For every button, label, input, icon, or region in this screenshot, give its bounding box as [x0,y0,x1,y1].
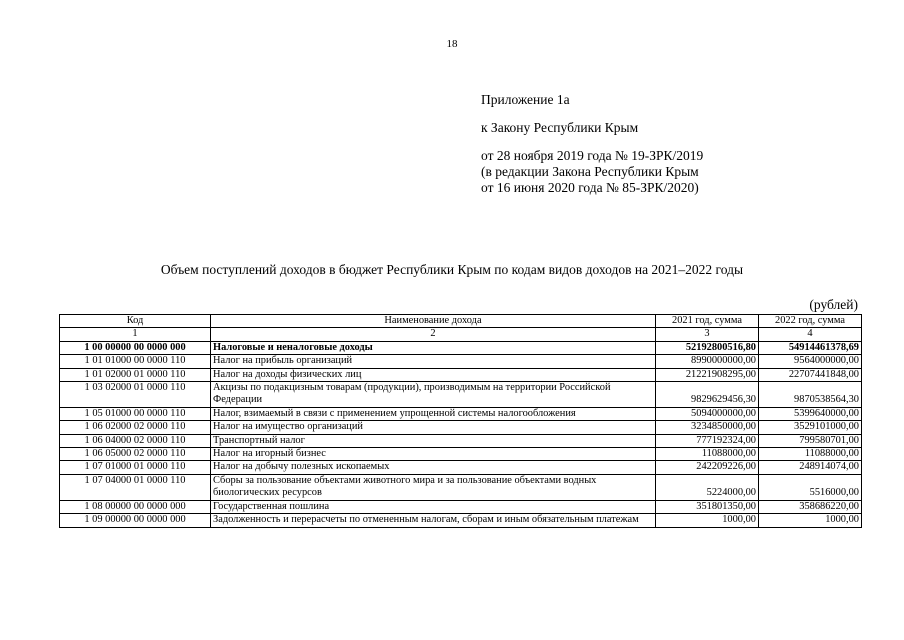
table-row [60,341,862,354]
row-amount-2021: 21221908295,00 [656,368,759,381]
table-header-row [60,315,862,328]
appendix-line-3: от 28 ноября 2019 года № 19-ЗРК/2019 [481,148,704,163]
table-row [60,474,862,500]
row-name: Налоговые и неналоговые доходы [211,341,656,354]
table-row [60,500,862,513]
row-name: Налог на прибыль организаций [211,355,656,368]
row-amount-2021: 5094000000,00 [656,407,759,420]
header-name: Наименование дохода [211,315,656,328]
row-amount-2022: 358686220,00 [759,500,862,513]
row-code: 1 06 02000 02 0000 110 [60,421,211,434]
row-name: Налог на имущество организаций [211,421,656,434]
row-amount-2022: 3529101000,00 [759,421,862,434]
row-amount-2022: 11088000,00 [759,448,862,461]
table-row [60,434,862,447]
row-code: 1 00 00000 00 0000 000 [60,341,211,354]
row-code: 1 07 01000 01 0000 110 [60,461,211,474]
row-code: 1 08 00000 00 0000 000 [60,500,211,513]
appendix-line-5: от 16 июня 2020 года № 85-ЗРК/2020) [481,180,699,195]
row-amount-2021: 3234850000,00 [656,421,759,434]
column-number: 2 [211,328,656,341]
row-code: 1 06 05000 02 0000 110 [60,448,211,461]
column-number: 3 [656,328,759,341]
row-name: Задолженность и перерасчеты по отмененным налогам, сборам и иным обязательным платежам [211,514,656,527]
appendix-line-1: Приложение 1а [481,92,570,107]
row-amount-2022: 5516000,00 [759,474,862,500]
row-amount-2021: 8990000000,00 [656,355,759,368]
page-number: 18 [446,38,458,50]
appendix-line-2: к Закону Республики Крым [481,120,639,135]
row-amount-2022: 9870538564,30 [759,382,862,408]
row-name: Налог на добычу полезных ископаемых [211,461,656,474]
row-amount-2021: 242209226,00 [656,461,759,474]
header-2022: 2022 год, сумма [759,315,862,328]
row-amount-2022: 248914074,00 [759,461,862,474]
row-name: Сборы за пользование объектами животного мира и за пользование объектами водных биологических ресурсов [211,474,656,500]
row-code: 1 05 01000 00 0000 110 [60,407,211,420]
column-number-row [60,328,862,341]
column-number: 1 [60,328,211,341]
row-amount-2022: 1000,00 [759,514,862,527]
row-amount-2022: 54914461378,69 [759,341,862,354]
table-row [60,407,862,420]
table-row [60,421,862,434]
row-name: Налог на доходы физических лиц [211,368,656,381]
table-row [60,514,862,527]
table-row [60,382,862,408]
row-amount-2021: 777192324,00 [656,434,759,447]
row-amount-2022: 22707441848,00 [759,368,862,381]
row-amount-2021: 9829629456,30 [656,382,759,408]
row-code: 1 01 02000 01 0000 110 [60,368,211,381]
row-name: Налог, взимаемый в связи с применением упрощенной системы налогообложения [211,407,656,420]
row-name: Налог на игорный бизнес [211,448,656,461]
row-code: 1 01 01000 00 0000 110 [60,355,211,368]
revenue-table [59,314,862,528]
row-name: Транспортный налог [211,434,656,447]
row-code: 1 06 04000 02 0000 110 [60,434,211,447]
row-amount-2022: 799580701,00 [759,434,862,447]
units-label: (рублей) [809,297,858,312]
row-name: Акцизы по подакцизным товарам (продукции), производимым на территории Российской Федерации [211,382,656,408]
document-title: Объем поступлений доходов в бюджет Республики Крым по кодам видов доходов на 2021–2022 годы [160,262,744,277]
table-row [60,355,862,368]
row-code: 1 03 02000 01 0000 110 [60,382,211,408]
row-amount-2021: 1000,00 [656,514,759,527]
header-code: Код [60,315,211,328]
row-amount-2022: 9564000000,00 [759,355,862,368]
table-row [60,368,862,381]
row-name: Государственная пошлина [211,500,656,513]
row-amount-2021: 11088000,00 [656,448,759,461]
row-amount-2021: 52192800516,80 [656,341,759,354]
table-row [60,461,862,474]
appendix-header [481,92,703,196]
table-row [60,448,862,461]
row-code: 1 07 04000 01 0000 110 [60,474,211,500]
header-2021: 2021 год, сумма [656,315,759,328]
row-amount-2021: 5224000,00 [656,474,759,500]
appendix-line-4: (в редакции Закона Республики Крым [481,164,699,179]
row-code: 1 09 00000 00 0000 000 [60,514,211,527]
row-amount-2021: 351801350,00 [656,500,759,513]
row-amount-2022: 5399640000,00 [759,407,862,420]
column-number: 4 [759,328,862,341]
